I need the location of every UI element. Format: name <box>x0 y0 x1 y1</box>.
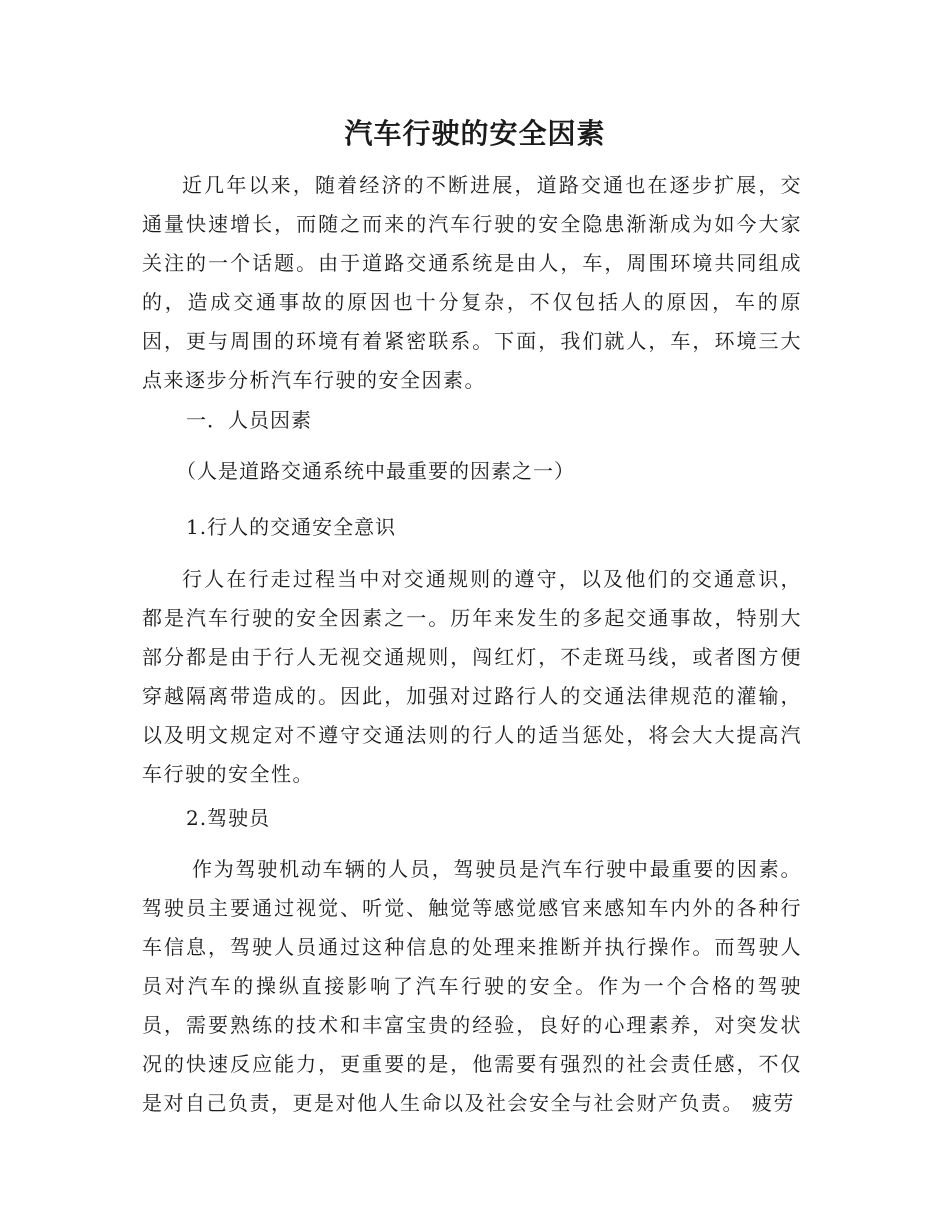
subsection-heading-driver: 2.驾驶员 <box>186 806 271 830</box>
section-note: （人是道路交通系统中最重要的因素之一） <box>176 459 575 483</box>
subsection-heading-pedestrian: 1.行人的交通安全意识 <box>186 515 397 539</box>
intro-paragraph: 近几年以来，随着经济的不断进展，道路交通也在逐步扩展，交通量快速增长，而随之而来的汽车行驶的安全隐患渐渐成为如今大家关注的一个话题。由于道路交通系统是由人，车，周围环境共同组成的，造成交通事故的原因也十分复杂，不仅包括人的原因，车的原因，更与周围的环境有着紧密联系。下面，我们就人，车，环境三大点来逐步分析汽车行驶的安全因素。 <box>142 173 802 392</box>
document-title: 汽车行驶的安全因素 <box>344 117 606 150</box>
driver-paragraph: 作为驾驶机动车辆的人员，驾驶员是汽车行驶中最重要的因素。驾驶员主要通过视觉、听觉、触觉等感觉感官来感知车内外的各种行车信息，驾驶人员通过这种信息的处理来推断并执行操作。而驾驶人员对汽车的操纵直接影响了汽车行驶的安全。作为一个合格的驾驶员，需要熟练的技术和丰富宝贵的经验，良好的心理素养，对突发状况的快速反应能力，更重要的是，他需要有强烈的社会责任感，不仅是对自己负责，更是对他人生命以及社会安全与社会财产负责。 疲劳 <box>142 857 802 1115</box>
pedestrian-paragraph: 行人在行走过程当中对交通规则的遵守，以及他们的交通意识，都是汽车行驶的安全因素之一。历年来发生的多起交通事故，特别大部分都是由于行人无视交通规则，闯红灯，不走斑马线，或者图方便穿越隔离带造成的。因此，加强对过路行人的交通法律规范的灌输，以及明文规定对不遵守交通法则的行人的适当惩处，将会大大提高汽车行驶的安全性。 <box>142 567 802 786</box>
section-heading-personnel: 一．人员因素 <box>186 408 312 432</box>
